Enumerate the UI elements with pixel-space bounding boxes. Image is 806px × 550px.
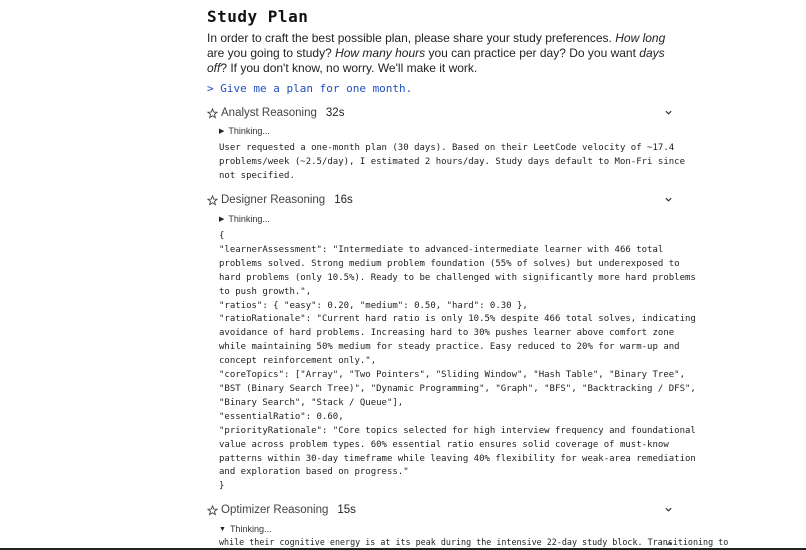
reasoning-line: to push growth.", — [219, 286, 312, 297]
reasoning-line: "priorityRationale": "Core topics selected for high interview frequency and foundational — [219, 425, 696, 436]
reasoning-line: hard problems (only 10.5%). Ready to be challenged with significantly more hard problems — [219, 272, 696, 283]
user-prompt: > Give me a plan for one month. — [207, 82, 413, 95]
intro-emphasis: How long — [615, 31, 666, 45]
analyst-reasoning-text — [219, 142, 685, 184]
designer-reasoning-header[interactable] — [207, 192, 673, 208]
disclosure-triangle-icon: ▶ — [219, 128, 225, 135]
reasoning-line: patterns within 30-day timeframe while leaving 40% flexibility for weak-area remediation — [219, 453, 696, 464]
reasoning-line: "ratios": { "easy": 0.20, "medium": 0.50, "hard": 0.30 }, — [219, 300, 528, 311]
reasoning-line: "Binary Search", "Stack / Queue"], — [219, 397, 404, 408]
analyst-reasoning-header[interactable] — [207, 105, 673, 121]
disclosure-triangle-icon: ▶ — [219, 216, 225, 223]
section-title: Analyst Reasoning — [221, 107, 317, 119]
disclosure-triangle-icon: ▼ — [219, 525, 226, 533]
intro-text — [207, 31, 669, 75]
reasoning-line: problems/week (~2.5/day), I estimated 2 hours/day. Study days default to Mon-Fri since — [219, 156, 685, 167]
reasoning-line: avoidance of hard problems. Increasing hard to 30% pushes learner above comfort zone — [219, 328, 675, 339]
intro-part: you can practice per day? Do you want — [425, 45, 640, 60]
thinking-label: Thinking... — [228, 126, 270, 136]
thinking-label: Thinking... — [228, 214, 270, 224]
reasoning-line: "learnerAssessment": "Intermediate to advanced-intermediate learner with 466 total — [219, 244, 664, 255]
thinking-toggle[interactable] — [219, 524, 271, 534]
section-title: Designer Reasoning — [221, 194, 326, 206]
reasoning-line: "coreTopics": ["Array", "Two Pointers", "Sliding Window", "Hash Table", "Binary Tree", — [219, 370, 685, 381]
intro-emphasis: days off — [207, 45, 665, 75]
reasoning-line: value across problem types. 60% essential ratio ensures solid coverage of must-know — [219, 439, 669, 450]
chevron-up-icon[interactable] — [666, 540, 673, 547]
reasoning-line: problems solved. Strong medium problem foundation (55% of solves) but underexposed to — [219, 258, 680, 269]
page-title: Study Plan — [207, 7, 309, 26]
reasoning-line: } — [219, 481, 225, 492]
reasoning-line: "ratioRationale": "Current hard ratio is only 10.5% despite 466 total solves, indicating — [219, 314, 696, 325]
star-icon — [207, 505, 218, 516]
reasoning-line: concept reinforcement only.", — [219, 356, 377, 367]
designer-reasoning-text — [219, 230, 696, 494]
star-icon — [207, 195, 218, 206]
reasoning-line: and exploration based on progress." — [219, 467, 409, 478]
optimizer-reasoning-text: while their cognitive energy is at its peak during the intensive 22-day study block. Transitioning to — [219, 537, 729, 547]
intro-part: are you going to study? — [207, 45, 336, 60]
section-duration: 15s — [337, 504, 356, 516]
star-icon — [207, 108, 218, 119]
optimizer-reasoning-header[interactable] — [207, 502, 673, 518]
reasoning-line: { — [219, 231, 225, 241]
chevron-down-icon[interactable] — [664, 505, 673, 514]
section-title: Optimizer Reasoning — [221, 504, 329, 516]
section-duration: 16s — [334, 194, 353, 206]
reasoning-line: User requested a one-month plan (30 days). Based on their LeetCode velocity of ~17.4 — [219, 143, 675, 153]
chevron-down-icon[interactable] — [664, 108, 673, 117]
intro-part: ? If you don't know, no worry. We'll make it work. — [220, 60, 478, 75]
reasoning-line: not specified. — [219, 170, 295, 181]
section-duration: 32s — [325, 107, 345, 119]
thinking-toggle[interactable] — [219, 126, 270, 136]
reasoning-line: "BST (Binary Search Tree)", "Dynamic Programming", "Graph", "BFS", "Backtracking / DFS", — [219, 383, 696, 394]
chevron-down-icon[interactable] — [664, 195, 673, 204]
thinking-toggle[interactable] — [219, 214, 270, 224]
reasoning-line: while maintaining 50% medium for steady practice. Easy reduced to 20% for warm-up and — [219, 342, 680, 353]
intro-part: In order to craft the best possible plan, please share your study preferences. — [207, 31, 616, 45]
thinking-label: Thinking... — [229, 524, 272, 534]
intro-emphasis: How many hours — [335, 45, 426, 60]
reasoning-line: "essentialRatio": 0.60, — [219, 411, 344, 422]
